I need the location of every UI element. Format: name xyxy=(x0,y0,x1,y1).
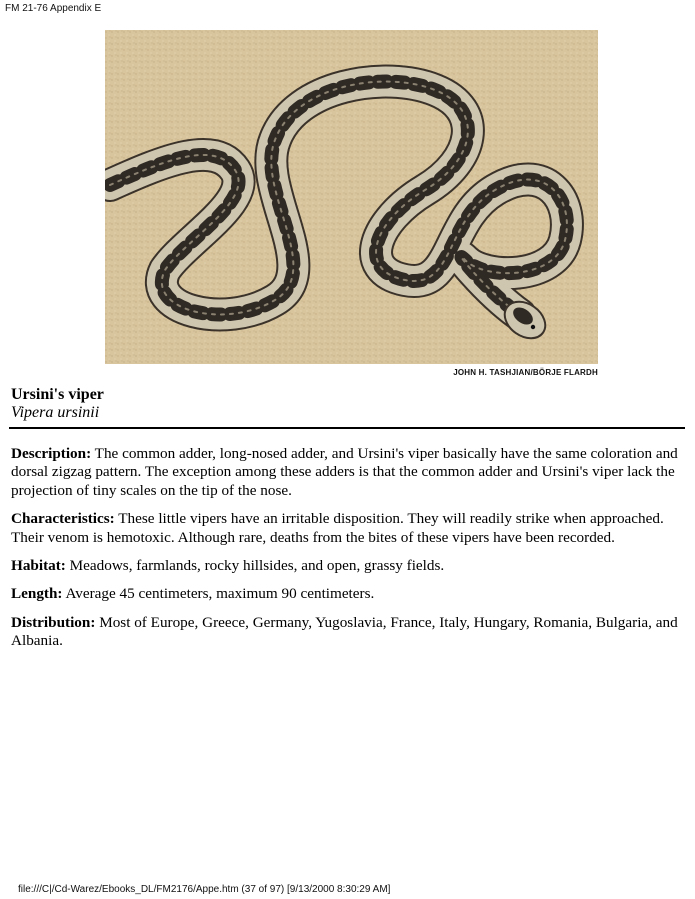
distribution-text: Most of Europe, Greece, Germany, Yugoslavia, France, Italy, Hungary, Romania, Bulgaria, and Albania. xyxy=(11,613,678,650)
viper-illustration xyxy=(105,30,598,364)
species-title xyxy=(11,386,104,422)
length-text: Average 45 centimeters, maximum 90 centimeters. xyxy=(62,585,375,603)
page-footer-url: file:///C|/Cd-Warez/Ebooks_DL/FM2176/Appe.htm (37 of 97) [9/13/2000 8:30:29 AM] xyxy=(18,884,391,895)
description-label: Description: xyxy=(11,445,92,462)
characteristics-paragraph xyxy=(11,510,679,547)
scientific-name: Vipera ursinii xyxy=(11,404,100,421)
habitat-text: Meadows, farmlands, rocky hillsides, and open, grassy fields. xyxy=(65,557,445,575)
distribution-paragraph xyxy=(11,614,679,651)
length-paragraph xyxy=(11,585,679,603)
habitat-paragraph xyxy=(11,557,679,575)
section-divider xyxy=(9,427,685,429)
snake-photo xyxy=(105,30,598,364)
distribution-label: Distribution: xyxy=(11,613,96,631)
description-text: The common adder, long-nosed adder, and Ursini's viper basically have the same coloration and dorsal zigzag pattern. The exception among these adders is that the common adder and Ursini's viper lack the projection of tiny scales on the tip of the nose. xyxy=(11,445,678,499)
page-header: FM 21-76 Appendix E xyxy=(5,3,102,14)
characteristics-text: These little vipers have an irritable disposition. They will readily strike when approached. Their venom is hemotoxic. Although rare, deaths from the bites of these vipers have been recorded. xyxy=(11,510,664,546)
common-name: Ursini's viper xyxy=(11,386,104,403)
habitat-label: Habitat: xyxy=(11,557,66,575)
species-details xyxy=(11,445,679,661)
length-label: Length: xyxy=(11,585,63,603)
characteristics-label: Characteristics: xyxy=(11,510,115,528)
description-paragraph xyxy=(11,445,679,500)
photo-credit: JOHN H. TASHJIAN/BÖRJE FLARDH xyxy=(453,368,598,377)
